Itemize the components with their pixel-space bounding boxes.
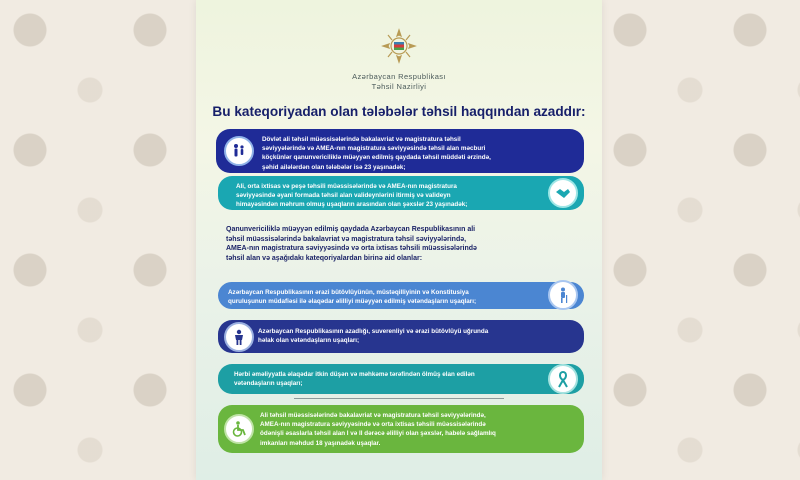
category-text-line: Ali təhsil müəssisələrində bakalavriat və magistratura təhsil səviyyələrində, (260, 412, 486, 419)
ministry-emblem-icon (378, 26, 420, 66)
category-text-line: Azərbaycan Respublikasının azadlığı, suverenliyi və ərazi bütövlüyü uğrunda (258, 328, 489, 335)
veteran-icon (548, 280, 578, 310)
category-text-line: ödənişli əsaslarla təhsil alan I və II dərəcə əlilliyi olan şəxslər, habelə sağlamlıq (260, 430, 496, 438)
intro-line: AMEA-nın magistratura səviyyəsində və orta ixtisas təhsili müəssisələrində (226, 245, 477, 253)
category-card-6 (218, 405, 584, 453)
category-text-line: Ali, orta ixtisas və peşə təhsili müəssisələrində və AMEA-nın magistratura (236, 183, 457, 190)
family-icon (224, 136, 254, 166)
category-text-line: himayəsindən məhrum olmuş uşaqların arasından olan şəxslər 23 yaşınadək; (236, 201, 468, 209)
intro-line: Qanunvericiliklə müəyyən edilmiş qaydada Azərbaycan Respublikasının ali (226, 226, 476, 233)
category-card-2 (218, 176, 584, 210)
category-text-line: AMEA-nın magistratura səviyyəsində və orta ixtisas təhsili müəssisələrində (260, 421, 486, 429)
category-card-1 (216, 129, 584, 173)
intro-paragraph (226, 225, 477, 263)
category-card-5 (218, 364, 584, 394)
category-text-line: quruluşunun müdafiəsi ilə əlaqədar əlilliyi müəyyən edilmiş vətəndaşların uşaqları; (228, 298, 477, 306)
category-card-3 (218, 282, 584, 309)
wheelchair-icon (224, 414, 254, 444)
category-text-line: şəhid ailələrdən olan tələbələr isə 23 yaşınadək; (262, 163, 406, 171)
category-text-line: vətəndaşların uşaqları; (234, 380, 303, 388)
category-card-4 (218, 320, 584, 353)
category-text-line: səviyyələrində və AMEA-nın magistratura səviyyəsində təhsil alan məcburi (262, 145, 486, 153)
category-text-line: Azərbaycan Respublikasının ərazi bütövlüyünün, müstəqilliyinin və Konstitusiya (228, 289, 469, 296)
category-text-line: imkanları məhdud 18 yaşınadək uşaqlar. (260, 439, 381, 447)
handshake-icon (548, 178, 578, 208)
intro-line: təhsil alan və aşağıdakı kateqoriyalardan birinə aid olanlar: (226, 254, 423, 262)
section-divider (294, 398, 504, 399)
intro-line: təhsil müəssisələrində bakalavriat və magistratura təhsil səviyyələrində, (226, 235, 467, 243)
category-text-line: Dövlət ali təhsil müəssisələrində bakalavriat və magistratura təhsil (262, 136, 461, 143)
ministry-name-line2: Təhsil Nazirliyi (371, 82, 427, 91)
infographic-panel (196, 0, 602, 480)
ministry-name-line1: Azərbaycan Respublikası (352, 72, 446, 81)
category-text-line: köçkünlər qanunvericiliklə müəyyən edilmiş qaydada təhsil müddəti ərzində, (262, 154, 491, 162)
category-text-line: həlak olan vətəndaşların uşaqları; (258, 337, 360, 345)
category-text-line: səviyyəsində əyani formada təhsil alan valideynlərini itirmiş və valideyn (236, 192, 451, 200)
ribbon-icon (548, 364, 578, 394)
page-title: Bu kateqoriyadan olan tələbələr təhsil haqqından azaddır: (212, 104, 586, 119)
category-text-line: Hərbi əməliyyatla əlaqədar itkin düşən və məhkəmə tərəfindən ölmüş elan edilən (234, 371, 475, 378)
soldier-icon (224, 322, 254, 352)
